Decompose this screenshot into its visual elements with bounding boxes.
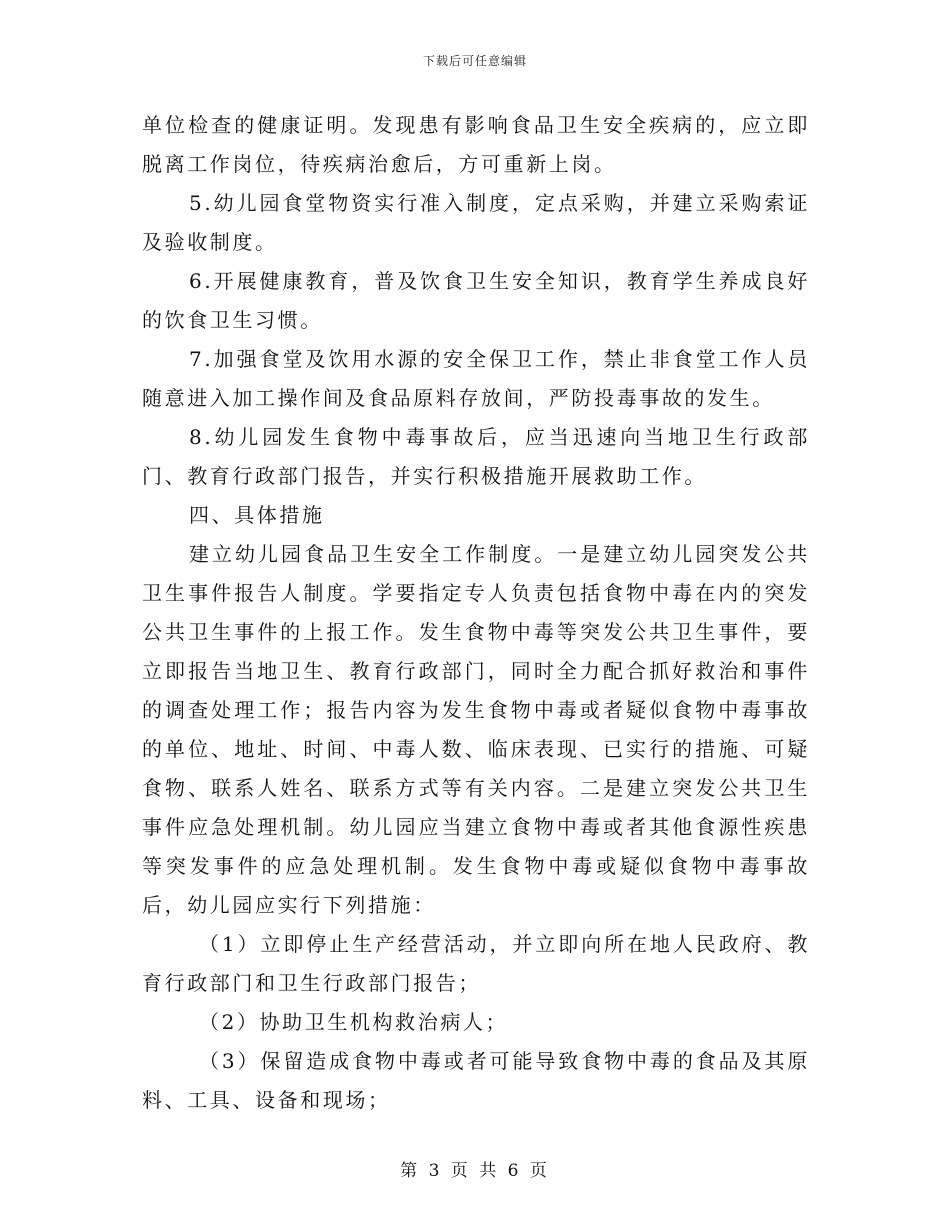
paragraph-item-6: 6.开展健康教育，普及饮食卫生安全知识，教育学生养成良好的饮食卫生习惯。 — [142, 269, 810, 332]
list-item-3: （3）保留造成食物中毒或者可能导致食物中毒的食品及其原料、工具、设备和现场； — [142, 1049, 810, 1112]
list-item-2: （2）协助卫生机构救治病人； — [199, 1010, 509, 1034]
paragraph-measures: 建立幼儿园食品卫生安全工作制度。一是建立幼儿园突发公共卫生事件报告人制度。学要指定专人负责包括食物中毒在内的突发公共卫生事件的上报工作。发生食物中毒等突发公共卫生事件，要立即报告当地卫生、教育行政部门，同时全力配合抓好救治和事件的调查处理工作；报告内容为发生食物中毒或者疑似食物中毒事故的单位、地址、时间、中毒人数、临床表现、已实行的措施、可疑食物、联系人姓名、联系方式等有关内容。二是建立突发公共卫生事件应急处理机制。幼儿园应当建立食物中毒或者其他食源性疾患等突发事件的应急处理机制。发生食物中毒或疑似食物中毒事故后，幼儿园应实行下列措施： — [142, 542, 810, 917]
list-item-1: （1）立即停止生产经营活动，并立即向所在地人民政府、教育行政部门和卫生行政部门报告； — [142, 932, 810, 995]
page-number-footer: 第 3 页 共 6 页 — [400, 1161, 550, 1181]
page-header: 下载后可任意编辑 — [422, 54, 527, 68]
paragraph-item-8: 8.幼儿园发生食物中毒事故后，应当迅速向当地卫生行政部门、教育行政部门报告，并实行积极措施开展救助工作。 — [142, 425, 810, 488]
paragraph-item-5: 5.幼儿园食堂物资实行准入制度，定点采购，并建立采购索证及验收制度。 — [142, 191, 810, 254]
paragraph-item-7: 7.加强食堂及饮用水源的安全保卫工作，禁止非食堂工作人员随意进入加工操作间及食品原料存放间，严防投毒事故的发生。 — [142, 347, 810, 410]
document-body — [142, 106, 810, 1120]
paragraph-continuation: 单位检查的健康证明。发现患有影响食品卫生安全疾病的，应立即脱离工作岗位，待疾病治愈后，方可重新上岗。 — [142, 113, 810, 176]
section-heading: 四、具体措施 — [189, 503, 325, 527]
